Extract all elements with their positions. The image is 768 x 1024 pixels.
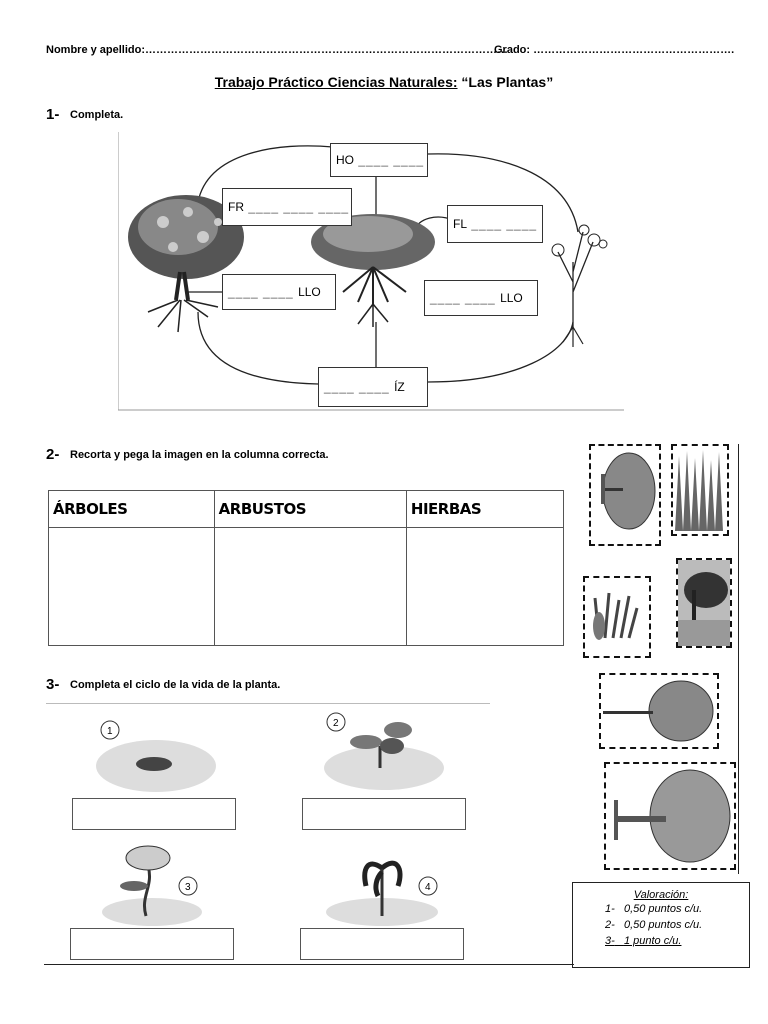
valoracion-row-1	[605, 901, 749, 917]
valoracion-title: Valoración:	[633, 889, 689, 901]
stage-3-number: 3	[185, 882, 191, 893]
col-arbustos: ARBUSTOS	[214, 491, 406, 528]
valoracion-row-3-n: 3-	[605, 935, 615, 947]
title-main: Trabajo Práctico Ciencias Naturales:	[214, 74, 458, 90]
cutout-grass[interactable]	[671, 444, 729, 536]
valoracion-row-1-text: 0,50 puntos c/u.	[623, 903, 703, 915]
box-ho-label: HO	[336, 153, 354, 167]
stage-2-number: 2	[333, 718, 339, 729]
box-fr-label: FR	[228, 200, 244, 214]
box-llo-right-label: LLO	[500, 291, 523, 305]
valoracion-row-3-text: 1 punto c/u.	[623, 935, 682, 947]
stage-1-image	[92, 714, 220, 794]
stage-3-image	[96, 836, 216, 926]
page-title	[0, 74, 768, 90]
box-fl-label: FL	[453, 217, 468, 231]
q2-number: 2-	[46, 446, 60, 463]
cutout-tree-3[interactable]	[604, 762, 736, 870]
box-fl[interactable]: FL ____ ____	[447, 205, 543, 243]
q1-text: Completa.	[70, 109, 124, 121]
wilted-plant-icon	[318, 838, 448, 926]
q3-text: Completa el ciclo de la vida de la planta.	[70, 679, 281, 691]
box-llo-left[interactable]: ____ ____ LLO	[222, 274, 336, 310]
drop-cell-arbustos[interactable]	[214, 528, 406, 646]
stage-1-answer[interactable]	[72, 798, 236, 830]
box-iz[interactable]: ____ ____ ÍZ	[318, 367, 428, 407]
box-llo-right[interactable]: ____ ____ LLO	[424, 280, 538, 316]
tree-icon	[601, 675, 717, 747]
cutout-tree-1[interactable]	[589, 444, 661, 546]
tree-icon	[591, 446, 659, 544]
cutout-shrub[interactable]	[583, 576, 651, 658]
stage-4-answer[interactable]	[300, 928, 464, 960]
grass-icon	[673, 446, 727, 534]
valoracion-row-3	[605, 933, 749, 949]
stage-4-image	[318, 838, 448, 926]
name-label: Nombre y apellido:………………………………………………………………………………………	[46, 44, 509, 56]
tree-icon	[606, 764, 734, 868]
classification-table	[48, 490, 564, 646]
shrub-icon	[585, 578, 649, 656]
flower-icon	[96, 836, 216, 926]
stage-2-answer[interactable]	[302, 798, 466, 830]
drop-cell-arboles[interactable]	[49, 528, 215, 646]
box-iz-label: ÍZ	[394, 380, 405, 394]
grade-label: Grado: ……………………………………………….	[494, 44, 735, 56]
cutout-tree-photo[interactable]	[676, 558, 732, 648]
cutout-tree-2[interactable]	[599, 673, 719, 749]
title-quoted: “Las Plantas”	[461, 74, 554, 90]
bottom-rule	[44, 964, 574, 965]
valoracion-row-2	[605, 917, 749, 933]
valoracion-row-2-n: 2-	[605, 919, 615, 931]
box-llo-left-label: LLO	[298, 285, 321, 299]
col-hierbas: HIERBAS	[406, 491, 563, 528]
box-ho[interactable]: HO ____ ____	[330, 143, 428, 177]
stage-3-answer[interactable]	[70, 928, 234, 960]
valoracion-row-1-n: 1-	[605, 903, 615, 915]
cut-divider	[738, 444, 739, 874]
valoracion-box	[572, 882, 750, 968]
q2-text: Recorta y pega la imagen en la columna correcta.	[70, 449, 329, 461]
stage-1-number: 1	[107, 726, 113, 737]
sprout-icon	[320, 706, 450, 792]
q3-number: 3-	[46, 676, 60, 693]
q3-separator	[46, 703, 490, 704]
col-arboles: ÁRBOLES	[49, 491, 215, 528]
drop-cell-hierbas[interactable]	[406, 528, 563, 646]
seed-icon	[92, 714, 220, 794]
q1-number: 1-	[46, 106, 60, 123]
stage-4-number: 4	[425, 882, 431, 893]
stage-2-image	[320, 706, 450, 792]
valoracion-row-2-text: 0,50 puntos c/u.	[623, 919, 703, 931]
box-fr[interactable]: FR ____ ____ ____	[222, 188, 352, 226]
tree-photo-icon	[678, 560, 730, 646]
